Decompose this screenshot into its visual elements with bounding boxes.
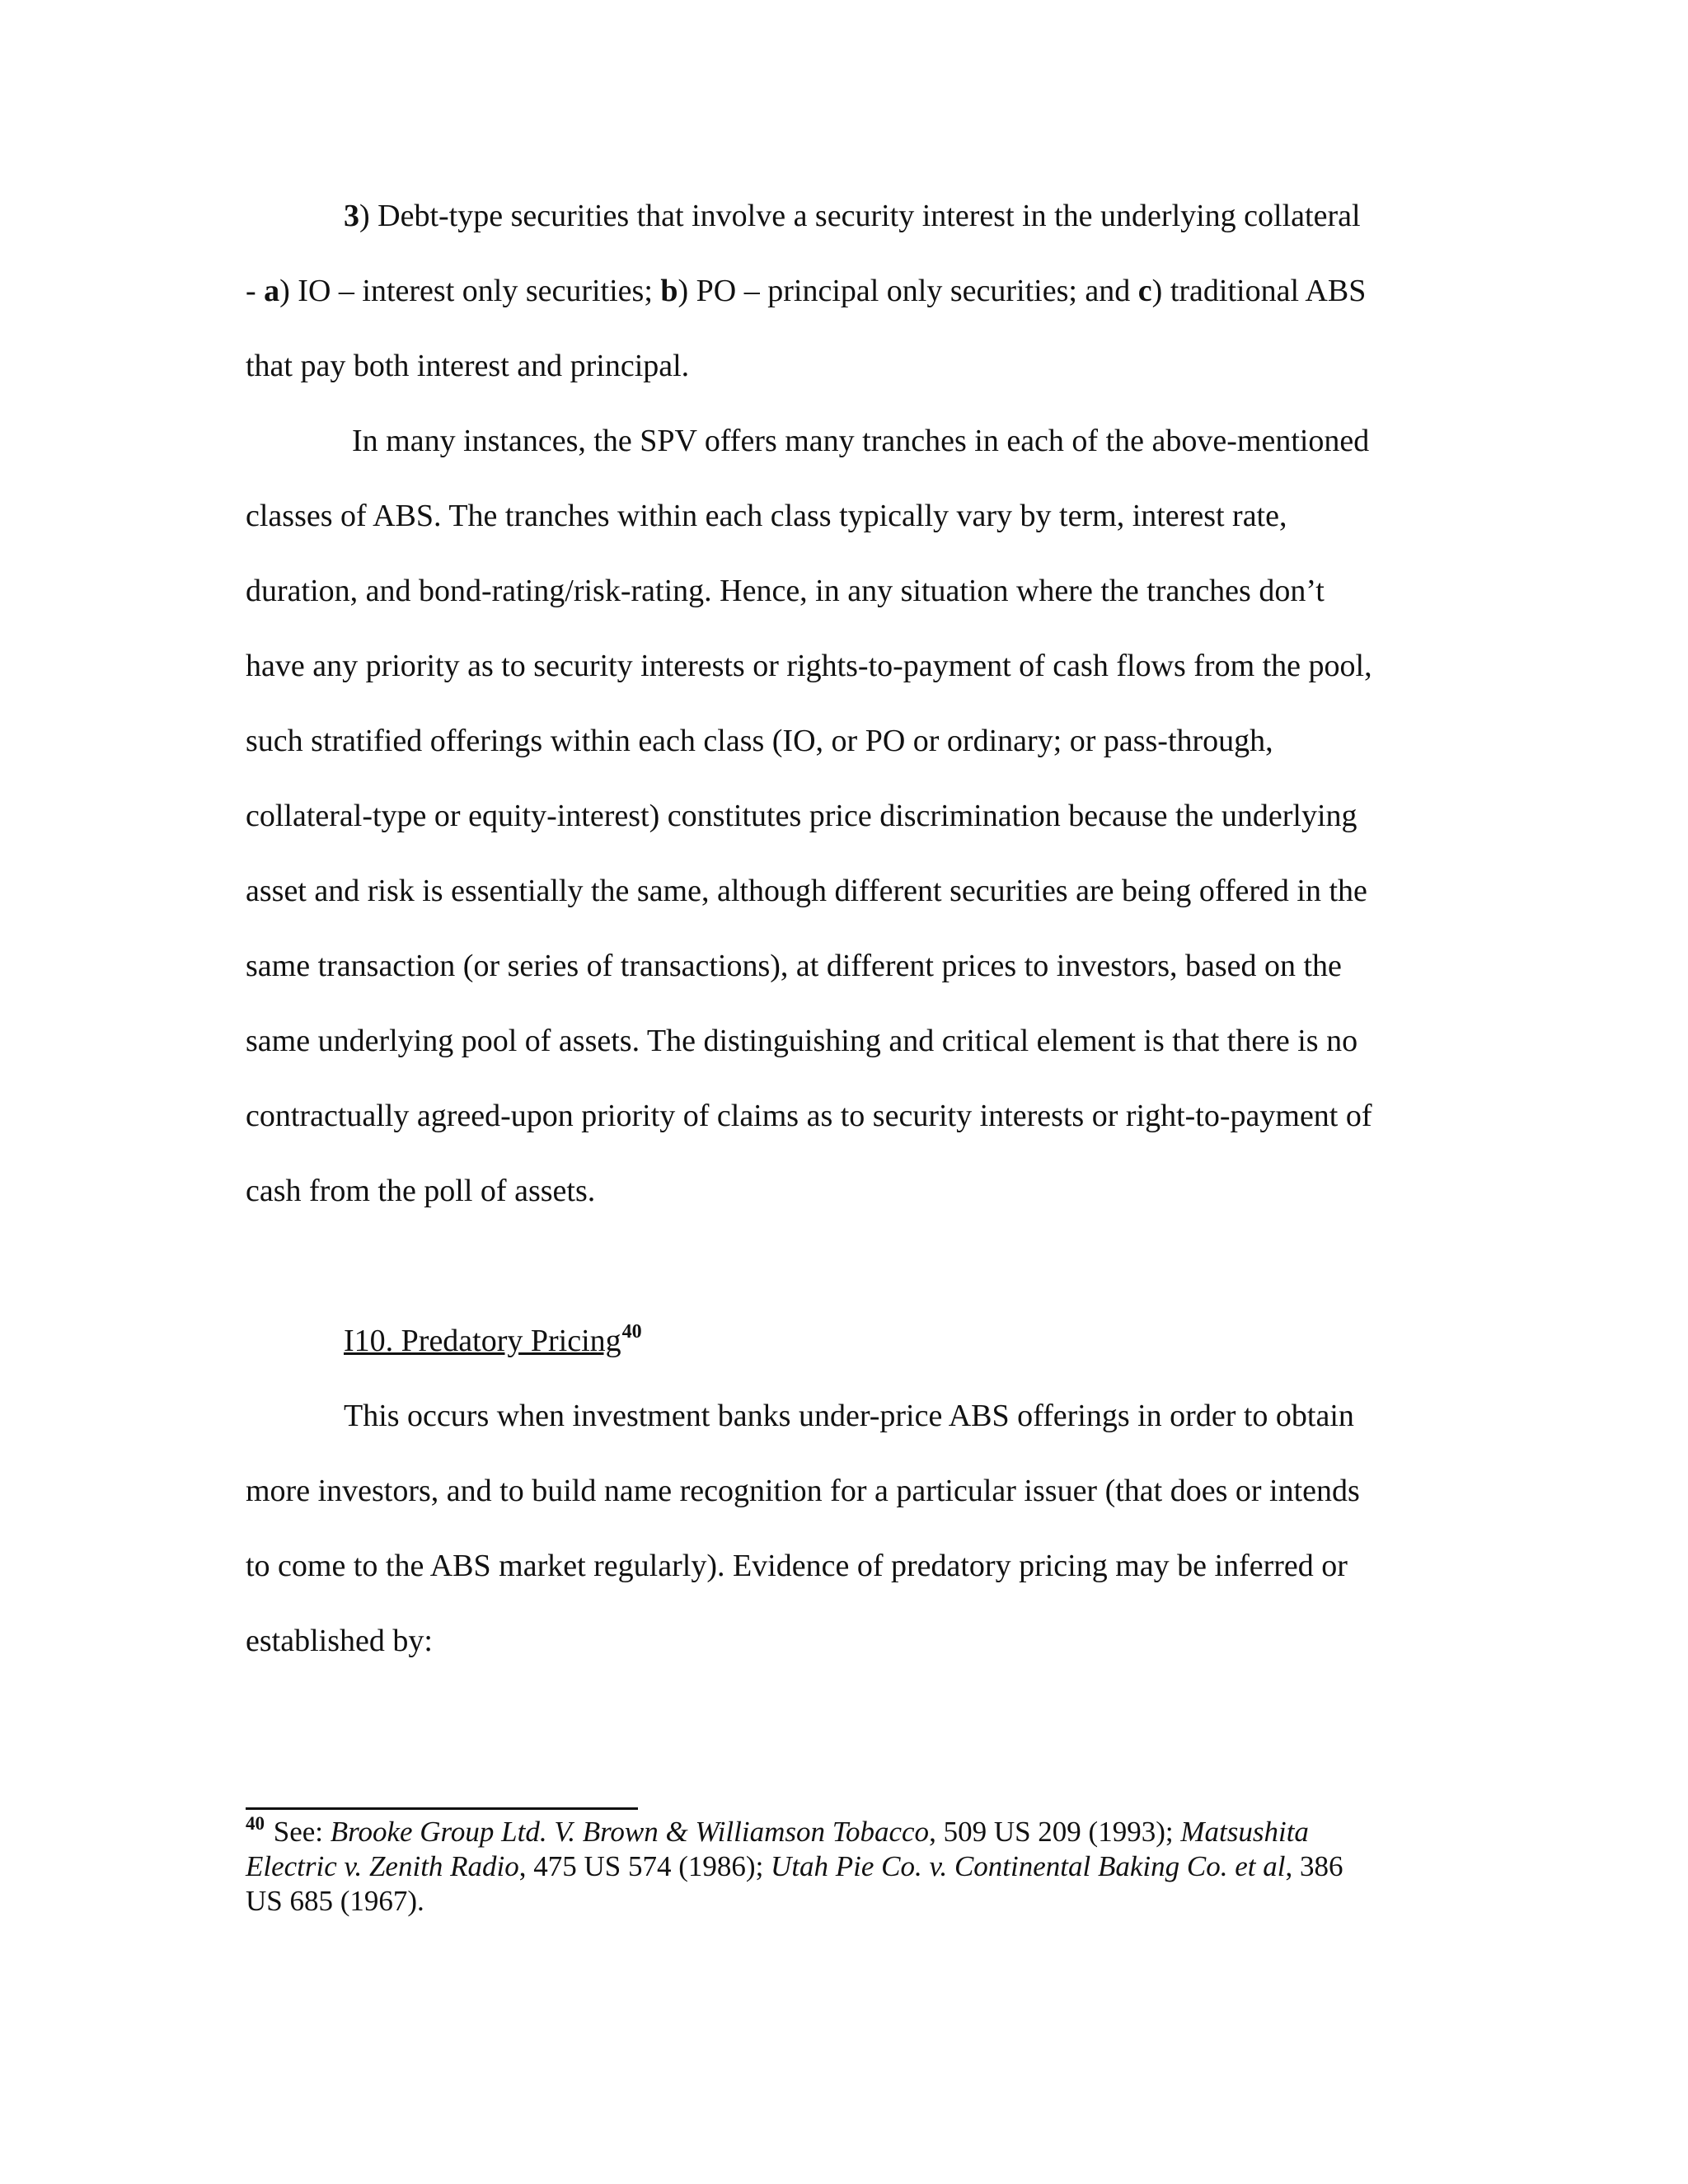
para2-line: same transaction (or series of transactions), at different prices to investors, based on the <box>246 949 1342 983</box>
para3-line: to come to the ABS market regularly). Evidence of predatory pricing may be inferred or <box>246 1549 1348 1583</box>
para2-line: collateral-type or equity-interest) constitutes price discrimination because the underlying <box>246 799 1357 833</box>
footnote-reference[interactable]: 40 <box>621 1321 642 1343</box>
section-heading <box>344 1322 1547 1364</box>
case-citation: Brooke Group Ltd. V. Brown & Williamson Tobacco <box>330 1816 930 1848</box>
case-citation: Electric v. Zenith Radio <box>246 1850 519 1882</box>
para2-line: classes of ABS. The tranches within each class typically vary by term, interest rate, <box>246 499 1287 533</box>
para1-line1: 3) Debt-type securities that involve a security interest in the underlying collateral <box>344 199 1361 233</box>
para3-line: established by: <box>246 1624 433 1658</box>
footnote-line3: US 685 (1967). <box>246 1885 424 1917</box>
para1-line2: - a) IO – interest only securities; b) PO – principal only securities; and c) traditional ABS <box>246 274 1367 308</box>
para2-line: such stratified offerings within each class (IO, or PO or ordinary; or pass-through, <box>246 724 1273 758</box>
para3-line: more investors, and to build name recognition for a particular issuer (that does or intends <box>246 1474 1360 1508</box>
para3-line: This occurs when investment banks under-price ABS offerings in order to obtain <box>344 1399 1354 1433</box>
section-title: I10. Predatory Pricing <box>344 1324 621 1358</box>
case-citation: Utah Pie Co. v. Continental Baking Co. et al <box>771 1850 1286 1882</box>
footnote-line1: $^{40}$ See: Brooke Group Ltd. V. Brown & Williamson Tobacco, 509 US 209 (1993); Matsushita <box>246 1813 1309 1848</box>
para2-line: have any priority as to security interests or rights-to-payment of cash flows from the pool, <box>246 649 1372 683</box>
para2-line: In many instances, the SPV offers many tranches in each of the above-mentioned <box>352 424 1370 458</box>
para2-line: cash from the poll of assets. <box>246 1174 596 1208</box>
para1-line3: that pay both interest and principal. <box>246 349 690 383</box>
footnote-number: 40 <box>246 1813 265 1834</box>
para2-line: contractually agreed-upon priority of claims as to security interests or right-to-payment of <box>246 1099 1372 1133</box>
para2-line: same underlying pool of assets. The distinguishing and critical element is that there is no <box>246 1024 1358 1058</box>
item-number: 3 <box>344 199 359 233</box>
footnote-separator <box>246 1807 638 1810</box>
para2-line: asset and risk is essentially the same, although different securities are being offered in the <box>246 874 1367 908</box>
footnote-line2: Electric v. Zenith Radio, 475 US 574 (1986); Utah Pie Co. v. Continental Baking Co. et al, 386 <box>246 1850 1343 1882</box>
para2-line: duration, and bond-rating/risk-rating. Hence, in any situation where the tranches don’t <box>246 574 1325 608</box>
case-citation: Matsushita <box>1180 1816 1309 1848</box>
